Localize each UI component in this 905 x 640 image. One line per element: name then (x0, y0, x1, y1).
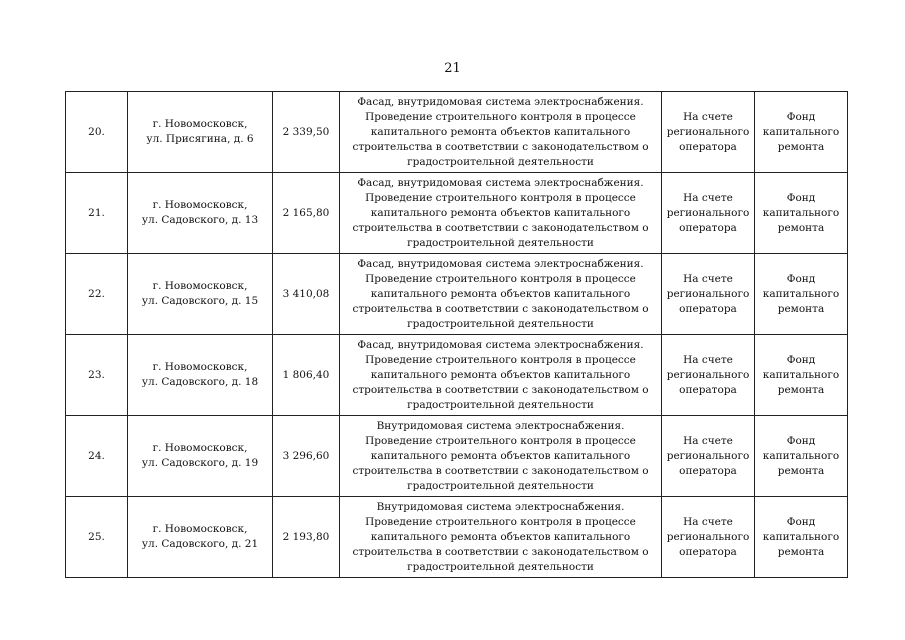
address-city: г. Новомосковск, (152, 523, 248, 535)
funding-source-cell: Фонд капитального ремонта (755, 254, 848, 335)
address-street: ул. Садовского, д. 21 (141, 538, 259, 550)
works-description-cell: Фасад, внутридомовая система электроснабжения. Проведение строительного контроля в процессе капитального ремонта объектов капитального строительства в соответствии с законодательством о градостроительной деятельности (340, 92, 662, 173)
address-street: ул. Присягина, д. 6 (146, 133, 254, 145)
row-number: 20. (66, 92, 128, 173)
cost-cell: 2 193,80 (273, 497, 340, 578)
works-description-cell: Внутридомовая система электроснабжения. Проведение строительного контроля в процессе капитального ремонта объектов капитального строительства в соответствии с законодательством о градостроительной деятельности (340, 416, 662, 497)
row-number: 24. (66, 416, 128, 497)
funding-source-cell: Фонд капитального ремонта (755, 416, 848, 497)
address-city: г. Новомосковск, (152, 199, 248, 211)
address-city: г. Новомосковск, (152, 361, 248, 373)
funding-source-cell: Фонд капитального ремонта (755, 92, 848, 173)
account-cell: На счете регионального оператора (662, 173, 755, 254)
address-city: г. Новомосковск, (152, 280, 248, 292)
address-street: ул. Садовского, д. 19 (141, 457, 259, 469)
works-description-cell: Фасад, внутридомовая система электроснабжения. Проведение строительного контроля в процессе капитального ремонта объектов капитального строительства в соответствии с законодательством о градостроительной деятельности (340, 173, 662, 254)
table-row (66, 92, 848, 173)
page-number: 21 (444, 61, 461, 76)
address-cell (128, 173, 273, 254)
cost-cell: 2 339,50 (273, 92, 340, 173)
table-row (66, 254, 848, 335)
funding-source-cell: Фонд капитального ремонта (755, 173, 848, 254)
row-number: 23. (66, 335, 128, 416)
account-cell: На счете регионального оператора (662, 497, 755, 578)
table-row (66, 416, 848, 497)
account-cell: На счете регионального оператора (662, 416, 755, 497)
address-cell (128, 335, 273, 416)
works-description-cell: Фасад, внутридомовая система электроснабжения. Проведение строительного контроля в процессе капитального ремонта объектов капитального строительства в соответствии с законодательством о градостроительной деятельности (340, 335, 662, 416)
row-number: 22. (66, 254, 128, 335)
address-street: ул. Садовского, д. 13 (141, 214, 259, 226)
address-street: ул. Садовского, д. 15 (141, 295, 259, 307)
table-row (66, 497, 848, 578)
works-description-cell: Внутридомовая система электроснабжения. Проведение строительного контроля в процессе капитального ремонта объектов капитального строительства в соответствии с законодательством о градостроительной деятельности (340, 497, 662, 578)
cost-cell: 1 806,40 (273, 335, 340, 416)
address-city: г. Новомосковск, (152, 118, 248, 130)
funding-source-cell: Фонд капитального ремонта (755, 497, 848, 578)
cost-cell: 2 165,80 (273, 173, 340, 254)
account-cell: На счете регионального оператора (662, 254, 755, 335)
table-row (66, 173, 848, 254)
address-street: ул. Садовского, д. 18 (141, 376, 259, 388)
cost-cell: 3 296,60 (273, 416, 340, 497)
table-row (66, 335, 848, 416)
row-number: 21. (66, 173, 128, 254)
account-cell: На счете регионального оператора (662, 92, 755, 173)
funding-source-cell: Фонд капитального ремонта (755, 335, 848, 416)
row-number: 25. (66, 497, 128, 578)
address-cell (128, 92, 273, 173)
address-cell (128, 497, 273, 578)
cost-cell: 3 410,08 (273, 254, 340, 335)
account-cell: На счете регионального оператора (662, 335, 755, 416)
address-city: г. Новомосковск, (152, 442, 248, 454)
address-cell (128, 416, 273, 497)
address-cell (128, 254, 273, 335)
repair-works-table (65, 91, 848, 578)
works-description-cell: Фасад, внутридомовая система электроснабжения. Проведение строительного контроля в процессе капитального ремонта объектов капитального строительства в соответствии с законодательством о градостроительной деятельности (340, 254, 662, 335)
